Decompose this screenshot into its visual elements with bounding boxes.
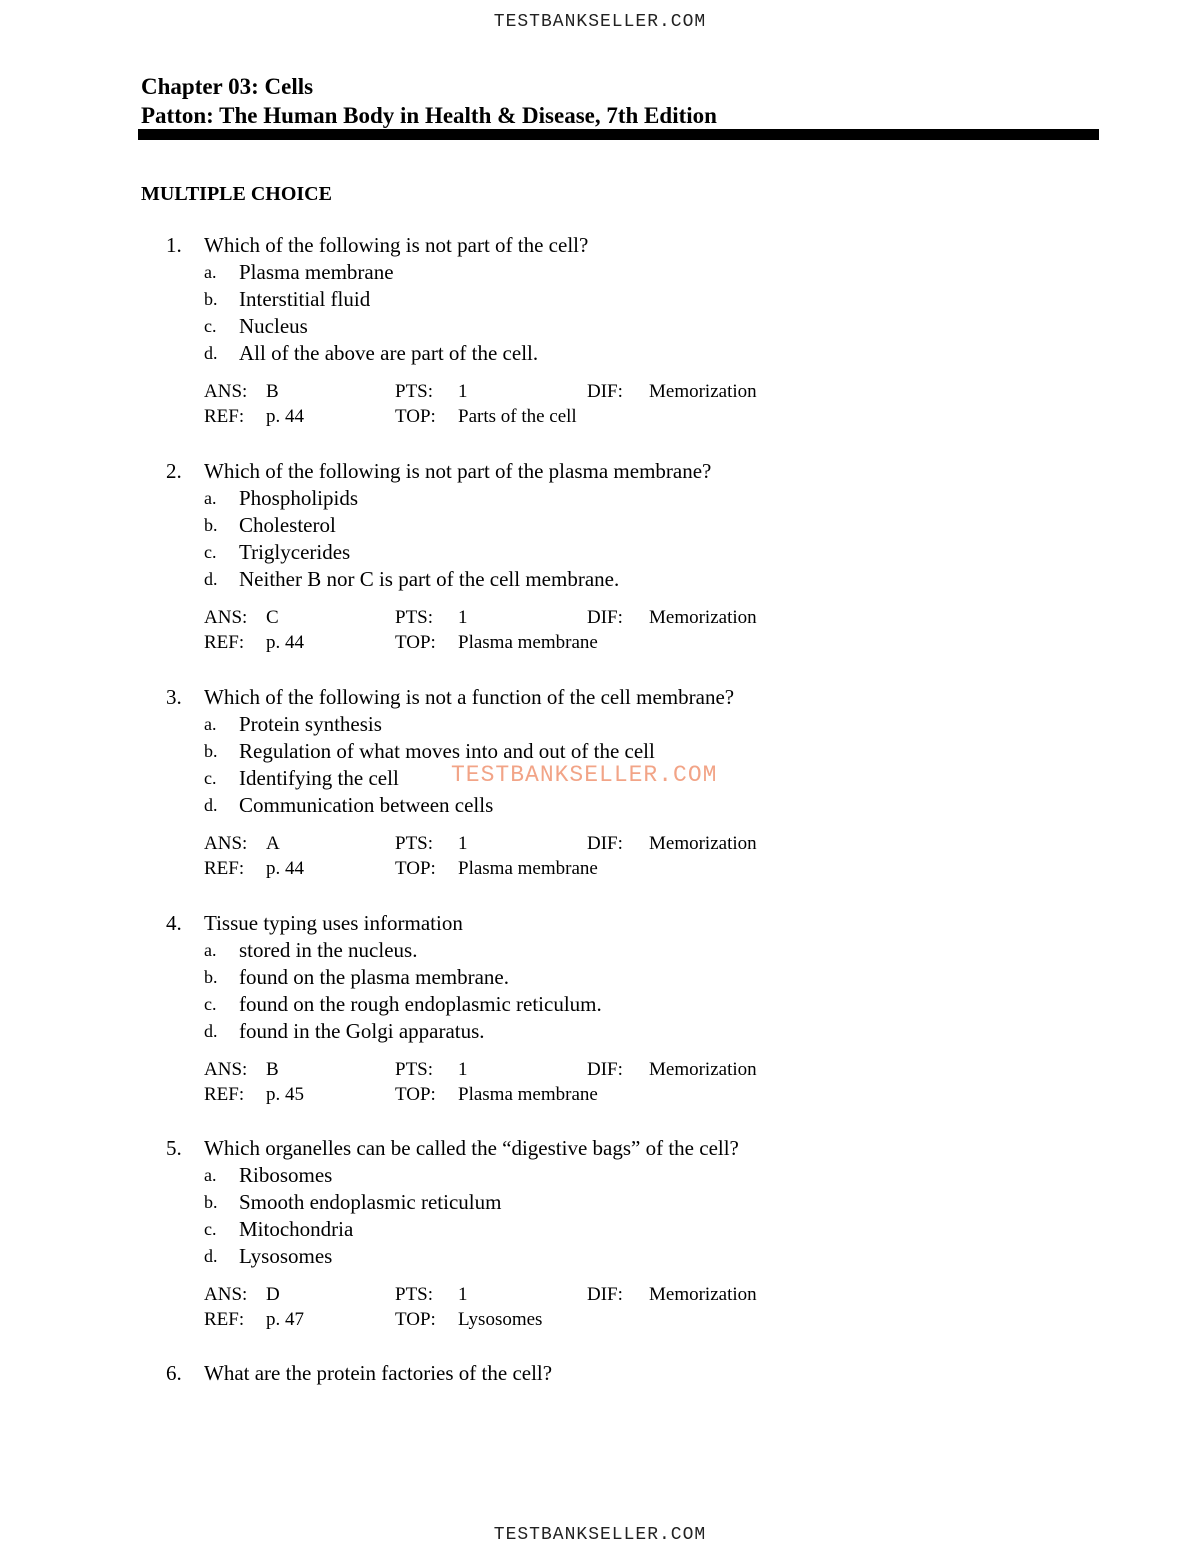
ans-label: ANS: [204,833,248,854]
choice-text: Mitochondria [239,1217,354,1241]
top-label: TOP: [395,632,436,653]
question-text: Which organelles can be called the “digestive bags” of the cell? [204,1136,739,1160]
dif-value: Memorization [649,833,757,854]
choice-b [166,512,1066,539]
choice-text: Phospholipids [239,486,359,510]
choice-c [166,539,1066,566]
choice-text: Cholesterol [239,513,336,537]
ans-value: A [266,833,280,854]
document-header [141,72,717,130]
ans-label: ANS: [204,1059,248,1080]
choice-c [166,991,1066,1018]
watermark-top: TESTBANKSELLER.COM [493,12,707,32]
choice-text: Protein synthesis [239,712,382,736]
choice-letter: d. [204,1021,218,1041]
question-text: Which of the following is not a function of the cell membrane? [204,685,735,709]
choice-b [166,1189,1066,1216]
choice-c [166,1216,1066,1243]
question-number: 3. [166,685,182,709]
choice-text: Smooth endoplasmic reticulum [239,1190,502,1214]
question-5 [166,1135,1066,1332]
pts-value: 1 [458,1284,468,1305]
dif-label: DIF: [587,607,623,628]
question-number: 1. [166,233,182,257]
choice-d [166,340,1066,367]
top-value: Parts of the cell [458,406,577,427]
choice-b [166,286,1066,313]
choice-text: Ribosomes [239,1163,333,1187]
pts-value: 1 [458,833,468,854]
dif-label: DIF: [587,833,623,854]
choice-d [166,1018,1066,1045]
answer-metadata [166,1282,1066,1332]
choice-d [166,1243,1066,1270]
ref-label: REF: [204,632,245,653]
ans-value: C [266,607,279,628]
question-2 [166,458,1066,655]
choice-letter: c. [204,768,217,788]
pts-label: PTS: [395,1284,434,1305]
choice-text: found in the Golgi apparatus. [239,1019,485,1043]
choice-letter: d. [204,1246,218,1266]
choice-text: stored in the nucleus. [239,938,418,962]
choice-d [166,566,1066,593]
top-label: TOP: [395,1084,436,1105]
choice-letter: a. [204,1165,217,1185]
choice-letter: b. [204,515,218,535]
choice-a [166,937,1066,964]
choice-text: Communication between cells [239,793,494,817]
choice-a [166,259,1066,286]
choice-c [166,313,1066,340]
question-text: Which of the following is not part of the cell? [204,233,589,257]
choice-letter: c. [204,316,217,336]
dif-label: DIF: [587,1284,623,1305]
choice-text: Interstitial fluid [239,287,371,311]
ref-label: REF: [204,1309,245,1330]
ans-label: ANS: [204,607,248,628]
ans-label: ANS: [204,381,248,402]
pts-value: 1 [458,1059,468,1080]
section-heading: MULTIPLE CHOICE [141,183,332,205]
answer-metadata [166,605,1066,655]
choice-letter: c. [204,994,217,1014]
header-rule [138,129,1099,140]
choice-b [166,738,1066,765]
choice-letter: d. [204,795,218,815]
choice-letter: b. [204,289,218,309]
choice-letter: a. [204,488,217,508]
pts-value: 1 [458,381,468,402]
ref-value: p. 47 [266,1309,304,1330]
top-value: Plasma membrane [458,1084,598,1105]
answer-metadata [166,831,1066,881]
question-number: 4. [166,911,182,935]
dif-label: DIF: [587,1059,623,1080]
question-text: Which of the following is not part of the plasma membrane? [204,459,712,483]
dif-value: Memorization [649,1284,757,1305]
question-number: 6. [166,1361,182,1385]
question-1 [166,232,1066,429]
choice-a [166,1162,1066,1189]
choice-text: Nucleus [239,314,308,338]
choice-a [166,485,1066,512]
pts-label: PTS: [395,833,434,854]
choice-letter: c. [204,542,217,562]
choice-text: found on the plasma membrane. [239,965,510,989]
ref-label: REF: [204,406,245,427]
answer-metadata [166,1057,1066,1107]
ref-value: p. 44 [266,632,304,653]
question-number: 5. [166,1136,182,1160]
pts-label: PTS: [395,381,434,402]
ref-value: p. 44 [266,406,304,427]
chapter-title: Chapter 03: Cells [141,74,314,99]
choice-text: Regulation of what moves into and out of the cell [239,739,655,763]
question-text: What are the protein factories of the cell? [204,1361,553,1385]
question-6 [166,1360,1066,1387]
choice-text: Triglycerides [239,540,351,564]
choice-text: Lysosomes [239,1244,333,1268]
ref-label: REF: [204,1084,245,1105]
ans-value: B [266,381,279,402]
choice-letter: b. [204,741,218,761]
choice-letter: d. [204,343,218,363]
choice-d [166,792,1066,819]
choice-letter: a. [204,714,217,734]
choice-letter: b. [204,1192,218,1212]
choice-text: Plasma membrane [239,260,394,284]
ans-label: ANS: [204,1284,248,1305]
choice-a [166,711,1066,738]
choice-letter: a. [204,262,217,282]
book-title: Patton: The Human Body in Health & Disease, 7th Edition [141,103,717,128]
answer-metadata [166,379,1066,429]
question-4 [166,910,1066,1107]
watermark-overlay: TESTBANKSELLER.COM [451,762,718,788]
choice-letter: b. [204,967,218,987]
ans-value: B [266,1059,279,1080]
dif-value: Memorization [649,1059,757,1080]
choice-letter: d. [204,569,218,589]
choice-text: Neither B nor C is part of the cell membrane. [239,567,620,591]
choice-b [166,964,1066,991]
ref-label: REF: [204,858,245,879]
choice-text: All of the above are part of the cell. [239,341,539,365]
top-label: TOP: [395,406,436,427]
top-label: TOP: [395,1309,436,1330]
top-value: Plasma membrane [458,858,598,879]
question-number: 2. [166,459,182,483]
choice-letter: a. [204,940,217,960]
question-text: Tissue typing uses information [204,911,463,935]
choice-text: Identifying the cell [239,766,399,790]
watermark-bottom: TESTBANKSELLER.COM [493,1525,707,1545]
ref-value: p. 45 [266,1084,304,1105]
top-label: TOP: [395,858,436,879]
top-value: Lysosomes [458,1309,543,1330]
pts-label: PTS: [395,1059,434,1080]
choice-letter: c. [204,1219,217,1239]
ans-value: D [266,1284,280,1305]
pts-label: PTS: [395,607,434,628]
top-value: Plasma membrane [458,632,598,653]
dif-label: DIF: [587,381,623,402]
choice-text: found on the rough endoplasmic reticulum. [239,992,602,1016]
ref-value: p. 44 [266,858,304,879]
dif-value: Memorization [649,381,757,402]
dif-value: Memorization [649,607,757,628]
pts-value: 1 [458,607,468,628]
